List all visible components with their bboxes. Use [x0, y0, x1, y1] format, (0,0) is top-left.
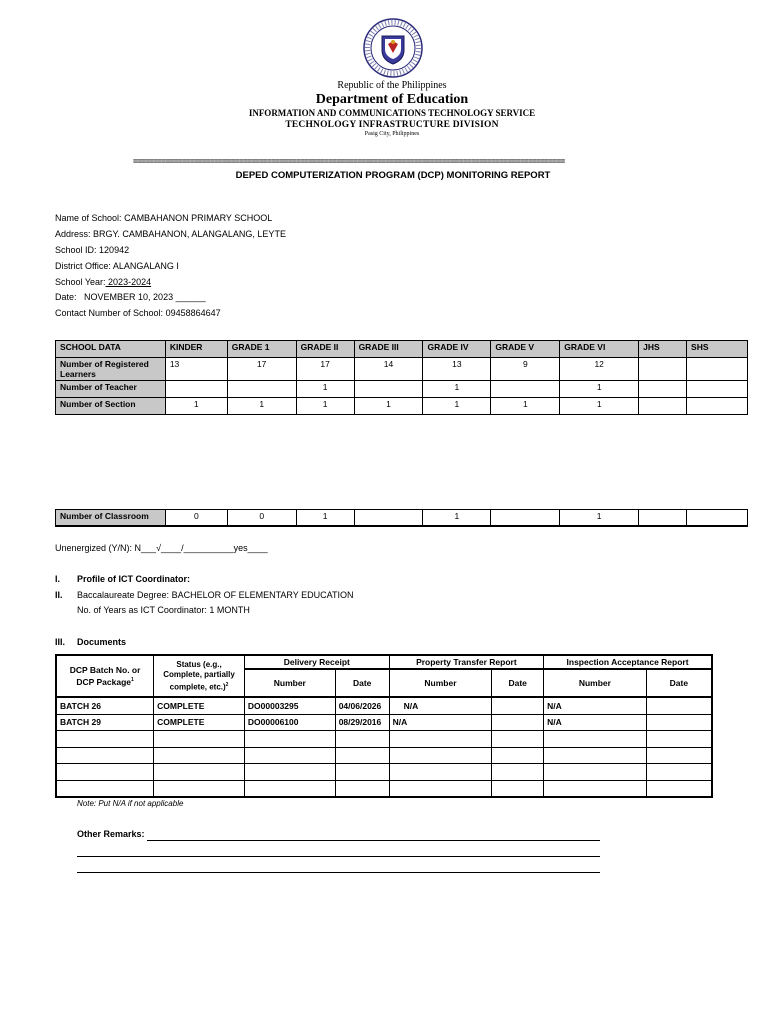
dr-number-header: Number — [244, 669, 335, 697]
section-iii-numeral: III. — [55, 637, 66, 647]
ptr-number-cell — [389, 764, 492, 781]
table-cell — [354, 381, 423, 398]
table-cell: 1 — [560, 398, 639, 415]
table-cell — [687, 381, 748, 398]
ptr-date-cell — [492, 714, 544, 731]
iar-date-cell — [646, 697, 712, 714]
table-cell: 1 — [354, 398, 423, 415]
ptr-number-header: Number — [389, 669, 492, 697]
table-cell — [639, 358, 687, 381]
school-data-header-row — [56, 341, 748, 358]
batch-cell: BATCH 29 — [56, 714, 154, 731]
contact-line: Contact Number of School: 09458864647 — [55, 308, 221, 318]
table-cell: 1 — [423, 510, 491, 527]
dr-date-cell — [335, 780, 389, 797]
table-cell — [354, 510, 423, 527]
table-row — [56, 697, 712, 714]
ptr-number-cell: N/A — [389, 697, 492, 714]
dr-number-cell: DO00006100 — [244, 714, 335, 731]
table-cell: 1 — [423, 381, 491, 398]
school-year: 2023-2024 — [105, 277, 152, 287]
status-cell — [154, 731, 245, 748]
table-header: SCHOOL DATA — [56, 341, 166, 358]
table-row — [56, 381, 748, 398]
contact-number: 09458864647 — [165, 308, 221, 318]
table-cell: 1 — [165, 398, 227, 415]
ptr-date-cell — [492, 731, 544, 748]
iar-number-header: Number — [544, 669, 647, 697]
batch-cell — [56, 764, 154, 781]
documents-header-row — [56, 655, 712, 669]
table-cell: 1 — [491, 398, 560, 415]
header-republic: Republic of the Philippines — [337, 80, 447, 91]
table-row — [56, 747, 712, 764]
inspection-header: Inspection Acceptance Report — [544, 655, 712, 669]
iar-number-cell — [544, 731, 647, 748]
table-cell — [491, 510, 560, 527]
section-i-title: Profile of ICT Coordinator: — [77, 574, 190, 584]
deped-seal-logo — [363, 18, 423, 78]
table-cell: 1 — [560, 381, 639, 398]
unenergized-line: Unenergized (Y/N): N___√____/__________yes____ — [55, 543, 268, 553]
table-cell: 17 — [296, 358, 354, 381]
table-cell — [639, 510, 687, 527]
delivery-receipt-header: Delivery Receipt — [244, 655, 389, 669]
remarks-line — [77, 872, 600, 873]
table-row — [56, 398, 748, 415]
table-header: GRADE II — [296, 341, 354, 358]
row-label: Number of Classroom — [56, 510, 166, 527]
classroom-table — [55, 509, 748, 527]
table-row — [56, 764, 712, 781]
ptr-date-header: Date — [492, 669, 544, 697]
table-cell — [491, 381, 560, 398]
iar-date-cell — [646, 714, 712, 731]
table-cell: 1 — [296, 381, 354, 398]
ptr-number-cell: N/A — [389, 714, 492, 731]
status-cell: COMPLETE — [154, 714, 245, 731]
dr-number-cell — [244, 731, 335, 748]
status-cell: COMPLETE — [154, 697, 245, 714]
school-name: CAMBAHANON PRIMARY SCHOOL — [124, 213, 273, 223]
iar-number-cell — [544, 764, 647, 781]
ptr-date-cell — [492, 764, 544, 781]
district-line: District Office: ALANGALANG I — [55, 261, 179, 271]
dr-date-cell: 04/06/2026 — [335, 697, 389, 714]
report-date: NOVEMBER 10, 2023 — [84, 292, 174, 302]
table-row — [56, 510, 748, 527]
status-cell — [154, 780, 245, 797]
table-header: GRADE VI — [560, 341, 639, 358]
remarks-label: Other Remarks: — [77, 829, 145, 839]
table-cell: 14 — [354, 358, 423, 381]
status-cell — [154, 747, 245, 764]
row-label: Number of Registered Learners — [56, 358, 166, 381]
iar-date-cell — [646, 780, 712, 797]
batch-cell — [56, 747, 154, 764]
table-cell — [687, 510, 748, 527]
header-service: INFORMATION AND COMMUNICATIONS TECHNOLOGY SERVICE — [248, 108, 536, 118]
dr-date-cell — [335, 731, 389, 748]
table-row — [56, 780, 712, 797]
section-ii-numeral: II. — [55, 590, 63, 600]
table-header: GRADE 1 — [227, 341, 296, 358]
iar-date-cell — [646, 747, 712, 764]
address-line: Address: BRGY. CAMBAHANON, ALANGALANG, LEYTE — [55, 229, 286, 239]
col-batch-header: DCP Batch No. or DCP Package$^1$ — [56, 655, 154, 697]
dr-number-cell: DO00003295 — [244, 697, 335, 714]
school-data-table — [55, 340, 748, 415]
dr-date-cell: 08/29/2016 — [335, 714, 389, 731]
table-cell — [227, 381, 296, 398]
batch-cell — [56, 731, 154, 748]
iar-number-cell — [544, 747, 647, 764]
date-line: Date: NOVEMBER 10, 2023 ______ — [55, 292, 206, 302]
table-cell: 9 — [491, 358, 560, 381]
table-header: JHS — [639, 341, 687, 358]
table-cell — [639, 398, 687, 415]
table-cell: 1 — [227, 398, 296, 415]
table-cell — [165, 381, 227, 398]
ptr-date-cell — [492, 697, 544, 714]
iar-number-cell — [544, 780, 647, 797]
table-header: GRADE III — [354, 341, 423, 358]
table-cell: 13 — [423, 358, 491, 381]
table-cell: 17 — [227, 358, 296, 381]
table-header: GRADE V — [491, 341, 560, 358]
status-cell — [154, 764, 245, 781]
note-text: Note: Put N/A if not applicable — [77, 799, 184, 808]
iar-date-cell — [646, 764, 712, 781]
iar-date-header: Date — [646, 669, 712, 697]
ptr-date-cell — [492, 780, 544, 797]
property-transfer-header: Property Transfer Report — [389, 655, 543, 669]
table-row — [56, 714, 712, 731]
table-header: GRADE IV — [423, 341, 491, 358]
table-row — [56, 358, 748, 381]
school-id: 120942 — [99, 245, 130, 255]
table-cell: 1 — [296, 510, 354, 527]
ptr-number-cell — [389, 747, 492, 764]
dr-number-cell — [244, 764, 335, 781]
remarks-line — [147, 840, 600, 841]
school-year-line: School Year: 2023-2024 — [55, 277, 152, 287]
table-header: SHS — [687, 341, 748, 358]
table-cell: 13 — [165, 358, 227, 381]
section-i-numeral: I. — [55, 574, 61, 584]
header-location: Pasig City, Philippines — [364, 131, 420, 137]
row-label: Number of Teacher — [56, 381, 166, 398]
ptr-number-cell — [389, 780, 492, 797]
iar-number-cell: N/A — [544, 714, 647, 731]
table-header: KINDER — [165, 341, 227, 358]
documents-table — [55, 654, 713, 798]
ptr-date-cell — [492, 747, 544, 764]
table-cell: 1 — [560, 510, 639, 527]
header-department: Department of Education — [315, 92, 469, 107]
table-cell — [687, 358, 748, 381]
dr-date-cell — [335, 764, 389, 781]
section-iii-title: Documents — [77, 637, 127, 647]
degree-value: BACHELOR OF ELEMENTARY EDUCATION — [171, 590, 354, 600]
school-address: BRGY. CAMBAHANON, ALANGALANG, LEYTE — [93, 229, 286, 239]
iar-number-cell: N/A — [544, 697, 647, 714]
batch-cell: BATCH 26 — [56, 697, 154, 714]
table-cell: 12 — [560, 358, 639, 381]
col-status-header: Status (e.g., Complete, partially complete, etc.)$^2$ — [154, 655, 245, 697]
table-cell — [687, 398, 748, 415]
years-value: 1 MONTH — [209, 605, 250, 615]
ptr-number-cell — [389, 731, 492, 748]
dr-date-header: Date — [335, 669, 389, 697]
years-line: No. of Years as ICT Coordinator: 1 MONTH — [77, 605, 250, 615]
school-name-line: Name of School: CAMBAHANON PRIMARY SCHOOL — [55, 213, 273, 223]
check-mark: √ — [156, 543, 162, 553]
iar-date-cell — [646, 731, 712, 748]
dr-number-cell — [244, 780, 335, 797]
table-cell: 0 — [227, 510, 296, 527]
header-division: TECHNOLOGY INFRASTRUCTURE DIVISION — [285, 120, 499, 130]
dr-number-cell — [244, 747, 335, 764]
school-id-line: School ID: 120942 — [55, 245, 130, 255]
degree-line: Baccalaureate Degree: BACHELOR OF ELEMENTARY EDUCATION — [77, 590, 354, 600]
dr-date-cell — [335, 747, 389, 764]
row-label: Number of Section — [56, 398, 166, 415]
district-office: ALANGALANG I — [112, 261, 179, 271]
table-cell: 1 — [423, 398, 491, 415]
table-cell: 1 — [296, 398, 354, 415]
report-title: DEPED COMPUTERIZATION PROGRAM (DCP) MONITORING REPORT — [235, 170, 551, 181]
table-row — [56, 731, 712, 748]
table-cell — [639, 381, 687, 398]
table-cell: 0 — [165, 510, 227, 527]
separator-line: ========================================================================================================== — [133, 157, 565, 166]
batch-cell — [56, 780, 154, 797]
remarks-line — [77, 856, 600, 857]
